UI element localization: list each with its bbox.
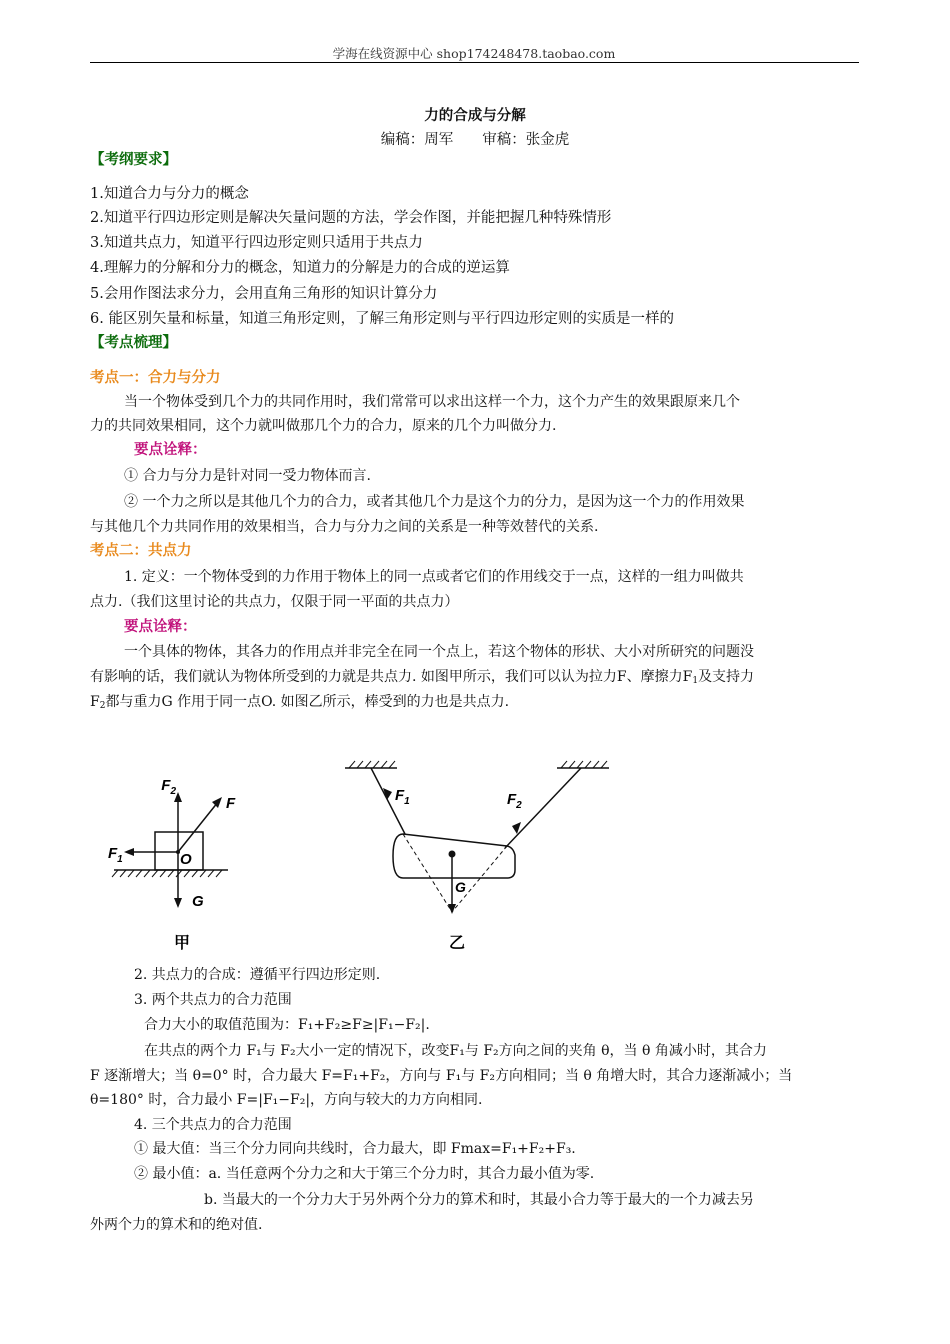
authors-line: 编稿：周军 审稿：张金虎 bbox=[380, 132, 570, 148]
requirement-item: 4.理解力的分解和分力的概念，知道力的分解是力的合成的逆运算 bbox=[90, 260, 510, 276]
paragraph-line: 4. 三个共点力的合力范围 bbox=[134, 1117, 292, 1133]
label-g: G bbox=[192, 893, 204, 910]
label-f2: $F_2$ bbox=[161, 777, 176, 797]
paragraph-line: 与其他几个力共同作用的效果相当，合力与分力之间的关系是一种等效替代的关系. bbox=[90, 519, 599, 535]
kp1-note-heading: 要点诠释： bbox=[134, 442, 207, 458]
label-f2: $F_2$ bbox=[507, 791, 522, 811]
paragraph-line: 1. 定义：一个物体受到的力作用于物体上的同一点或者它们的作用线交于一点，这样的一组力叫做共 bbox=[124, 569, 744, 585]
caption-yi: 乙 bbox=[448, 933, 466, 952]
center-of-gravity bbox=[449, 851, 456, 858]
caption-jia: 甲 bbox=[173, 933, 191, 952]
section-heading-requirements: 【考纲要求】 bbox=[90, 152, 177, 168]
paragraph-line: ② 最小值：a. 当任意两个分力之和大于第三个分力时，其合力最小值为零. bbox=[134, 1166, 595, 1182]
force-g-arrowhead bbox=[448, 904, 456, 914]
paragraph-line: 当一个物体受到几个力的共同作用时，我们常常可以求出这样一个力，这个力产生的效果跟原来几个 bbox=[124, 394, 740, 410]
paragraph-line: 2. 共点力的合成：遵循平行四边形定则. bbox=[134, 967, 381, 983]
paragraph-line: 力的共同效果相同，这个力就叫做那几个力的合力，原来的几个力叫做分力. bbox=[90, 418, 557, 434]
ground-hatch bbox=[112, 870, 222, 877]
ceiling-hatch bbox=[349, 761, 607, 768]
requirement-item: 3.知道共点力，知道平行四边形定则只适用于共点力 bbox=[90, 235, 423, 251]
force-g-arrowhead bbox=[174, 898, 182, 908]
paragraph-line: b. 当最大的一个分力大于另外两个分力的算术和时，其最小合力等于最大的一个力减去另 bbox=[204, 1192, 754, 1208]
page-header: 学海在线资源中心 shop174248478.taobao.com bbox=[332, 46, 616, 61]
paragraph-line: 有影响的话，我们就认为物体所受到的力就是共点力. 如图甲所示，我们可以认为拉力F、摩擦力F1及支持力 bbox=[90, 669, 755, 686]
requirement-item: 1.知道合力与分力的概念 bbox=[90, 186, 249, 202]
dashed-left bbox=[403, 834, 452, 912]
paragraph-line: 3. 两个共点力的合力范围 bbox=[134, 992, 292, 1008]
header-divider bbox=[90, 62, 859, 63]
requirement-item: 2.知道平行四边形定则是解决矢量问题的方法，学会作图，并能把握几种特殊情形 bbox=[90, 210, 612, 226]
label-g: G bbox=[455, 879, 466, 895]
section-heading-review: 【考点梳理】 bbox=[90, 335, 177, 351]
figure-yi bbox=[335, 730, 625, 960]
force-f-line bbox=[178, 802, 218, 852]
requirement-item: 5.会用作图法求分力，会用直角三角形的知识计算分力 bbox=[90, 286, 438, 302]
requirement-item: 6. 能区别矢量和标量，知道三角形定则，了解三角形定则与平行四边形定则的实质是一样的 bbox=[90, 311, 674, 327]
note-item: ① 合力与分力是针对同一受力物体而言. bbox=[124, 468, 371, 484]
force-f-arrowhead bbox=[212, 797, 222, 808]
force-f1-arrowhead bbox=[124, 848, 134, 856]
paragraph-line: 点力.（我们这里讨论的共点力，仅限于同一平面的共点力） bbox=[90, 594, 459, 610]
kp2-title: 考点二：共点力 bbox=[90, 543, 192, 559]
label-f1: $F_1$ bbox=[108, 845, 123, 865]
paragraph-line: ① 最大值：当三个分力同向共线时，合力最大，即 Fmax=F₁+F₂+F₃. bbox=[134, 1141, 576, 1157]
label-f: F bbox=[226, 795, 236, 812]
paragraph-line: 一个具体的物体，其各力的作用点并非完全在同一个点上，若这个物体的形状、大小对所研究的问题没 bbox=[124, 644, 754, 660]
figure-jia bbox=[100, 760, 240, 960]
note-item: ② 一个力之所以是其他几个力的合力，或者其他几个力是这个力的分力，是因为这一个力的作用效果 bbox=[124, 494, 745, 510]
kp2-note-heading: 要点诠释： bbox=[124, 619, 197, 635]
paragraph-line: 在共点的两个力 F₁与 F₂大小一定的情况下，改变F₁与 F₂方向之间的夹角 θ，当 θ 角减小时，其合力 bbox=[144, 1043, 767, 1059]
paragraph-line: 合力大小的取值范围为：F₁+F₂≥F≥|F₁−F₂|. bbox=[144, 1017, 430, 1033]
label-o: O bbox=[180, 851, 192, 868]
kp1-title: 考点一：合力与分力 bbox=[90, 370, 221, 386]
label-f1: $F_1$ bbox=[395, 787, 410, 807]
paragraph-line: θ=180° 时，合力最小 F=|F₁−F₂|，方向与较大的力方向相同. bbox=[90, 1092, 483, 1108]
page-title: 力的合成与分解 bbox=[424, 108, 526, 124]
paragraph-line: F2都与重力G 作用于同一点O. 如图乙所示，棒受到的力也是共点力. bbox=[90, 694, 510, 711]
paragraph-line: 外两个力的算术和的绝对值. bbox=[90, 1217, 263, 1233]
paragraph-line: F 逐渐增大；当 θ=0° 时，合力最大 F=F₁+F₂，方向与 F₁与 F₂方向相同；当 θ 角增大时，其合力逐渐减小；当 bbox=[90, 1068, 793, 1084]
